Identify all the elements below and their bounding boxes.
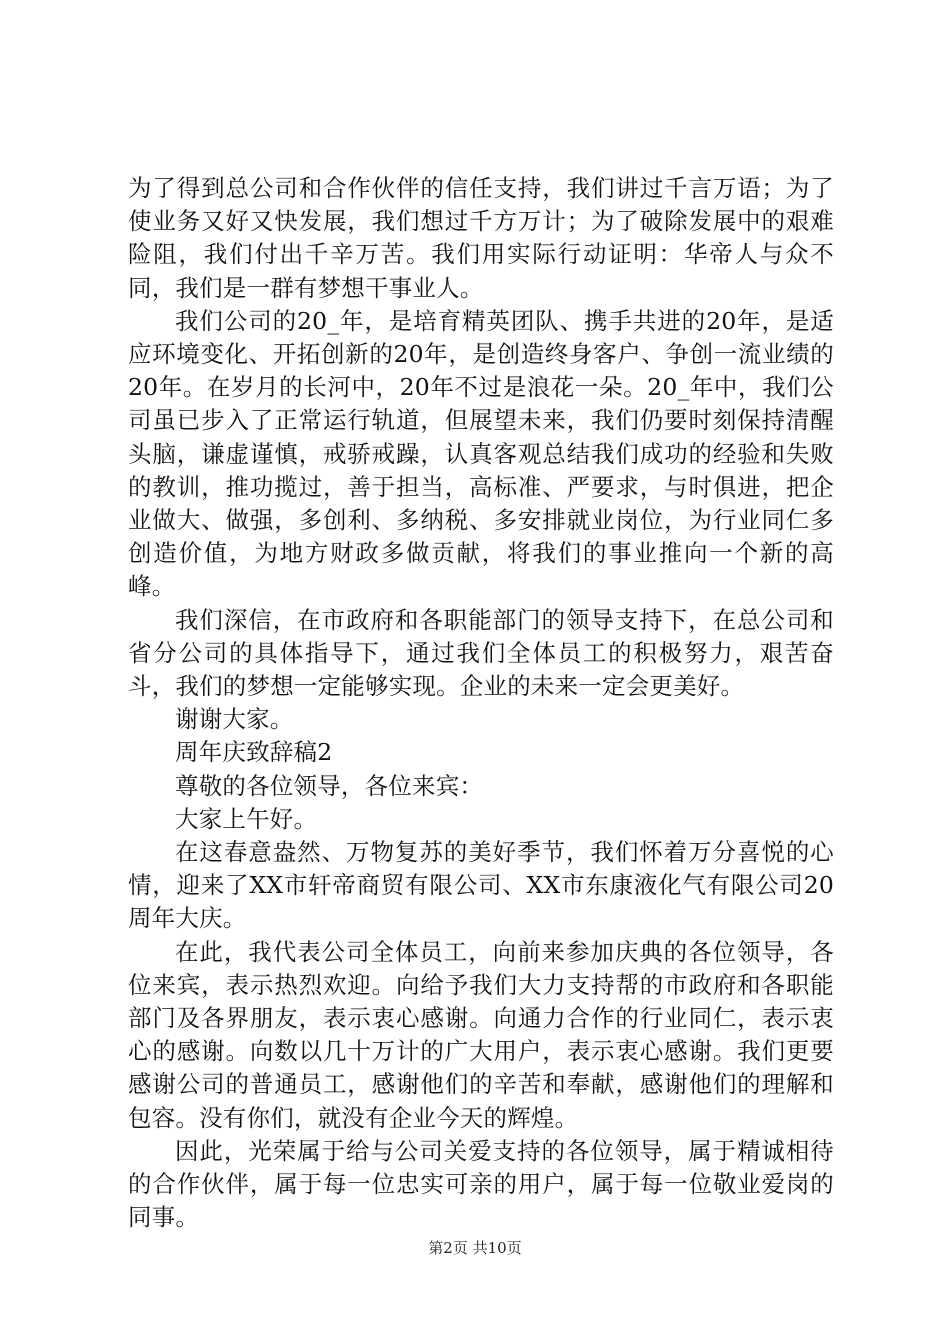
paragraph-5: 在此，我代表公司全体员工，向前来参加庆典的各位领导，各位来宾，表示热烈欢迎。向给予我们大力支持帮的市政府和各职能部门及各界朋友，表示衷心感谢。向通力合作的行业同仁，表示衷心的感谢。向数以几十万计的广大用户，表示衷心感谢。我们更要感谢公司的普通员工，感谢他们的辛苦和奉献，感谢他们的理解和包容。没有你们，就没有企业今天的辉煌。 [128,937,834,1132]
paragraph-thanks: 谢谢大家。 [175,705,294,734]
paragraph-1: 为了得到总公司和合作伙伴的信任支持，我们讲过千言万语；为了使业务又好又快发展，我们想过千方万计；为了破除发展中的艰难险阻，我们付出千辛万苦。我们用实际行动证明：华帝人与众不同，我们是一群有梦想干事业人。 [128,174,834,302]
document-body [128,172,834,1235]
paragraph-6: 因此，光荣属于给与公司关爱支持的各位领导，属于精诚相待的合作伙伴，属于每一位忠实可亲的用户，属于每一位敬业爱岗的同事。 [128,1136,834,1232]
salutation: 尊敬的各位领导，各位来宾： [175,771,484,800]
section-heading: 周年庆致辞稿2 [175,738,333,767]
page-number-footer: 第2页 共10页 [428,1239,522,1257]
greeting: 大家上午好。 [175,804,318,833]
paragraph-3: 我们深信，在市政府和各职能部门的领导支持下，在总公司和省分公司的具体指导下，通过我们全体员工的积极努力，艰苦奋斗，我们的梦想一定能够实现。企业的未来一定会更美好。 [128,605,834,701]
paragraph-2: 我们公司的20_年，是培育精英团队、携手共进的20年，是适应环境变化、开拓创新的20年，是创造终身客户、争创一流业绩的20年。在岁月的长河中，20年不过是浪花一朵。20_年中，我们公司虽已步入了正常运行轨道，但展望未来，我们仍要时刻保持清醒头脑，谦虚谨慎，戒骄戒躁，认真客观总结我们成功的经验和失败的教训，推功揽过，善于担当，高标准、严要求，与时俱进，把企业做大、做强，多创利、多纳税、多安排就业岗位，为行业同仁多创造价值，为地方财政多做贡献，将我们的事业推向一个新的高峰。 [128,306,834,601]
paragraph-4: 在这春意盎然、万物复苏的美好季节，我们怀着万分喜悦的心情，迎来了XX市轩帝商贸有限公司、XX市东康液化气有限公司20周年大庆。 [128,838,834,933]
